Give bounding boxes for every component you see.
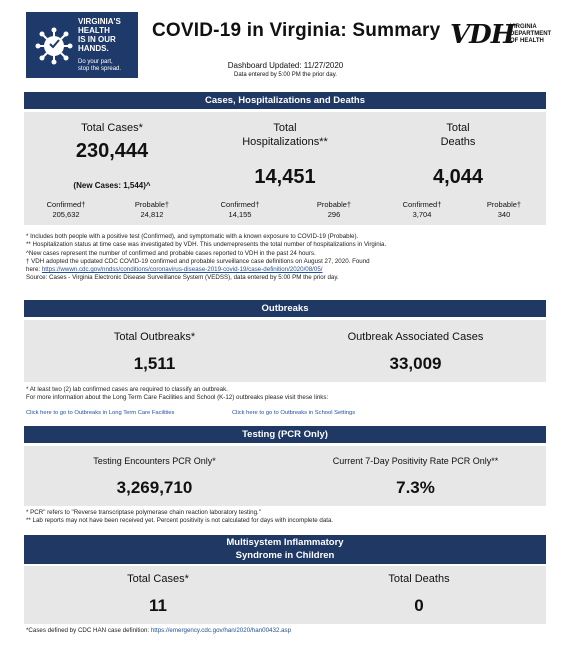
misc-footnotes	[26, 627, 546, 635]
vdh-logo-letters: VDH	[450, 20, 515, 50]
vdh-sub-line: DEPARTMENT	[510, 31, 552, 37]
vdh-logo-subtitle	[510, 24, 551, 45]
testing-section-banner: Testing (PCR Only)	[24, 426, 546, 443]
footnote-line: * Includes both people with a positive test (Confirmed), and symptomatic with a known exposure to COVID-19 (Probable).	[26, 233, 359, 240]
logo-tagline-line: stop the spread.	[78, 66, 122, 72]
hospitalizations-label-line1: Total	[273, 122, 297, 134]
total-cases-label: Total Cases*	[81, 122, 143, 134]
hosp-probable-value: 296	[327, 210, 341, 219]
deaths-label-line2: Deaths	[440, 136, 476, 148]
deaths-label-line1: Total	[446, 122, 470, 134]
footnote-line: ** Lab reports may not have been received yet. Percent positivity is not calculated for days with incomplete data.	[26, 517, 334, 525]
cases-probable-label: Probable†	[134, 200, 170, 209]
logo-slogan	[78, 17, 136, 53]
footnote-line: † VDH adopted the updated CDC COVID-19 confirmed and probable surveillance case definitions on August 27, 2020. Found	[26, 257, 370, 265]
testing-footnotes	[26, 509, 546, 526]
logo-tagline-line: Do your part,	[78, 59, 113, 65]
cases-summary-panel	[24, 112, 546, 225]
footnote-line	[26, 627, 546, 635]
logo-line: VIRGINIA'S	[78, 17, 121, 26]
footnote-line: ^New cases represent the number of confirmed and probable cases reported to VDH in the past 24 hours.	[26, 249, 316, 257]
positivity-rate-label: Current 7-Day Positivity Rate PCR Only**	[332, 456, 499, 466]
footnote-line	[26, 266, 546, 274]
misc-total-deaths-label: Total Deaths	[388, 573, 450, 585]
deaths-confirmed-label: Confirmed†	[402, 200, 442, 209]
misc-banner-line1: Multisystem Inflammatory	[226, 537, 344, 548]
misc-total-cases-value: 11	[149, 596, 167, 615]
misc-total-cases-label: Total Cases*	[127, 573, 189, 585]
misc-section-banner	[24, 535, 546, 564]
hosp-probable-label: Probable†	[316, 200, 352, 209]
dashboard-updated-date: Dashboard Updated: 11/27/2020	[227, 61, 344, 70]
outbreaks-section-banner: Outbreaks	[24, 300, 546, 317]
testing-encounters-value: 3,269,710	[116, 478, 193, 497]
testing-encounters-label: Testing Encounters PCR Only*	[93, 456, 216, 466]
cases-probable-value: 24,812	[140, 210, 164, 219]
total-outbreaks-label: Total Outbreaks*	[113, 331, 196, 343]
hospitalizations-value: 14,451	[254, 166, 316, 188]
outbreak-cases-value: 33,009	[389, 354, 442, 373]
page-title: COVID-19 in Virginia: Summary	[152, 20, 441, 41]
testing-panel	[24, 446, 546, 506]
footnote-line: For more information about the Long Term Care Facilities and School (K-12) outbreaks please visit these links:	[26, 394, 329, 402]
hosp-confirmed-value: 14,155	[228, 210, 252, 219]
misc-footnote-text: *Cases defined by CDC HAN case definition:	[26, 627, 151, 634]
logo-line: HANDS.	[78, 44, 109, 53]
outbreak-cases-label: Outbreak Associated Cases	[347, 331, 484, 343]
deaths-probable-value: 340	[497, 210, 511, 219]
cases-footnotes	[26, 233, 546, 283]
hosp-confirmed-label: Confirmed†	[220, 200, 260, 209]
misc-panel	[24, 566, 546, 624]
hospitalizations-label-line2: Hospitalizations**	[242, 136, 328, 148]
vdh-sub-line: VIRGINIA	[510, 24, 537, 30]
misc-banner-line2: Syndrome in Children	[235, 550, 335, 561]
virus-icon	[34, 26, 74, 66]
logo-line: IS IN OUR	[78, 35, 116, 44]
deaths-value: 4,044	[432, 166, 484, 188]
deaths-confirmed-value: 3,704	[412, 210, 432, 219]
outbreaks-panel	[24, 320, 546, 382]
ltc-outbreaks-link[interactable]: Click here to go to Outbreaks in Long Term Care Facilities	[26, 410, 175, 416]
total-cases-value: 230,444	[75, 140, 149, 162]
footnote-line: * At least two (2) lab confirmed cases are required to classify an outbreak.	[26, 386, 228, 393]
cases-section-banner: Cases, Hospitalizations and Deaths	[24, 92, 546, 109]
cdc-han-link[interactable]: https://emergency.cdc.gov/han/2020/han00432.asp	[150, 627, 292, 634]
footnote-line: * PCR" refers to "Reverse transcriptase polymerase chain reaction laboratory testing."	[26, 509, 261, 516]
footnote-source: Source: Cases - Virginia Electronic Disease Surveillance System (VEDSS), data entered by 5:00 PM the prior day.	[26, 274, 339, 282]
cases-confirmed-value: 205,632	[52, 210, 80, 219]
new-cases-label: (New Cases: 1,544)^	[73, 181, 151, 190]
data-entered-note: Data entered by 5:00 PM the prior day.	[234, 72, 337, 78]
vdh-sub-line: OF HEALTH	[510, 38, 544, 44]
total-outbreaks-value: 1,511	[133, 354, 176, 373]
positivity-rate-value: 7.3%	[396, 478, 435, 497]
logo-line: HEALTH	[78, 26, 110, 35]
vdh-logo	[450, 18, 560, 54]
deaths-probable-label: Probable†	[486, 200, 522, 209]
footnote-here-text: here:	[26, 266, 42, 274]
cases-confirmed-label: Confirmed†	[46, 200, 86, 209]
cdc-case-definition-link[interactable]: https://wwwn.cdc.gov/nndss/conditions/coronavirus-disease-2019-covid-19/case-definition/2020/08/05/	[41, 266, 323, 274]
misc-total-deaths-value: 0	[414, 596, 424, 615]
outbreaks-footnotes	[26, 386, 546, 403]
school-outbreaks-link[interactable]: Click here to go to Outbreaks in School Settings	[232, 410, 356, 416]
page-header	[0, 0, 571, 86]
footnote-line: ** Hospitalization status at time case was investigated by VDH. This underrepresents the total number of hospitalizations in Virginia.	[26, 241, 387, 249]
